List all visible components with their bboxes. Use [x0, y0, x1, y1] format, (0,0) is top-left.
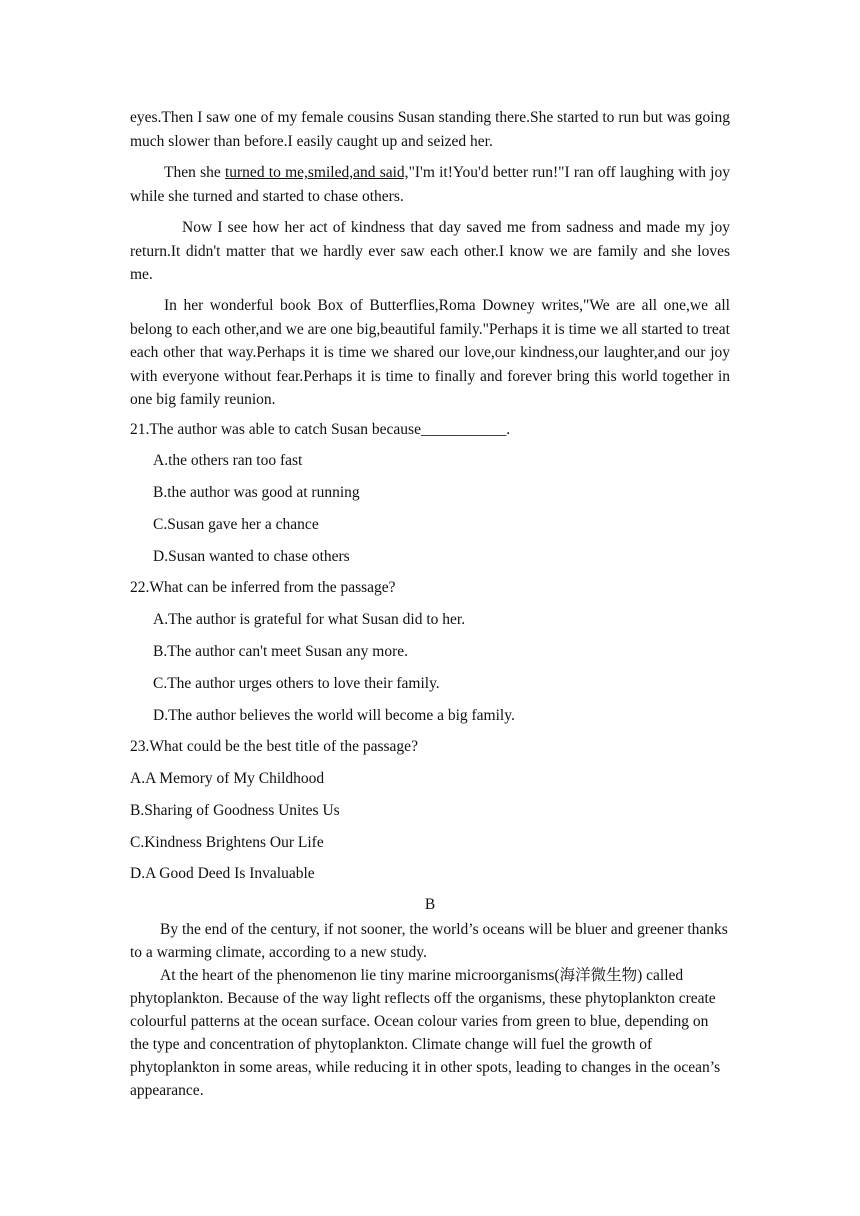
- question-23-option-a: A.A Memory of My Childhood: [130, 770, 325, 787]
- question-22-option-b: B.The author can't meet Susan any more.: [153, 643, 409, 660]
- paragraph-2-end: "I'm it!You'd better run!"I ran off laughing with joy while she turned and started to chase others.: [130, 164, 730, 205]
- question-21-option-b: B.the author was good at running: [153, 484, 360, 501]
- question-21-option-d: D.Susan wanted to chase others: [153, 548, 350, 565]
- question-23-option-d: D.A Good Deed Is Invaluable: [130, 865, 315, 882]
- question-22-stem: 22.What can be inferred from the passage?: [130, 579, 396, 596]
- question-21-stem: 21.The author was able to catch Susan because___________.: [130, 421, 511, 438]
- passage-a-paragraph-4: In her wonderful book Box of Butterflies,Roma Downey writes,"We are all one,we all belong to each other,and we are one big,beautiful family."Perhaps it is time we all started to treat each other that way.Perhaps it is time we shared our love,our kindness,our laughter,and our joy with everyone without fear.Perhaps it is time to finally and forever bring this world together in one big family reunion.: [130, 297, 730, 408]
- question-23-stem: 23.What could be the best title of the passage?: [130, 738, 418, 755]
- paragraph-2-start: Then she: [164, 164, 225, 181]
- section-b-paragraph-2: At the heart of the phenomenon lie tiny marine microorganisms(海洋微生物) called phytoplankton. Because of the way light reflects off the organisms, these phytoplankton create colourful patterns at the ocean surface. Ocean colour varies from green to blue, depending on the type and concentration of phytoplankton. Climate change will fuel the growth of phytoplankton in some areas, while reducing it in other spots, leading to changes in the ocean’s appearance.: [130, 967, 721, 1099]
- question-22-option-c: C.The author urges others to love their family.: [153, 675, 440, 692]
- question-22-option-a: A.The author is grateful for what Susan did to her.: [153, 611, 466, 628]
- passage-a-paragraph-3: Now I see how her act of kindness that day saved me from sadness and made my joy return.It didn't matter that we hardly ever saw each other.I know we are family and she loves me.: [130, 219, 730, 283]
- underlined-phrase: turned to me,smiled,and said,: [224, 164, 409, 181]
- question-23-option-c: C.Kindness Brightens Our Life: [130, 834, 324, 851]
- question-23-option-b: B.Sharing of Goodness Unites Us: [130, 802, 340, 819]
- question-22-option-d: D.The author believes the world will become a big family.: [153, 707, 515, 724]
- section-b-heading: B: [424, 896, 436, 913]
- section-b-paragraph-1: By the end of the century, if not sooner, the world’s oceans will be bluer and greener thanks to a warming climate, according to a new study.: [130, 921, 728, 961]
- question-21-option-c: C.Susan gave her a chance: [153, 516, 319, 533]
- question-21-option-a: A.the others ran too fast: [153, 452, 303, 469]
- passage-a-paragraph-1: eyes.Then I saw one of my female cousins Susan standing there.She started to run but was going much slower than before.I easily caught up and seized her.: [130, 109, 730, 150]
- passage-a-paragraph-2: [130, 161, 730, 208]
